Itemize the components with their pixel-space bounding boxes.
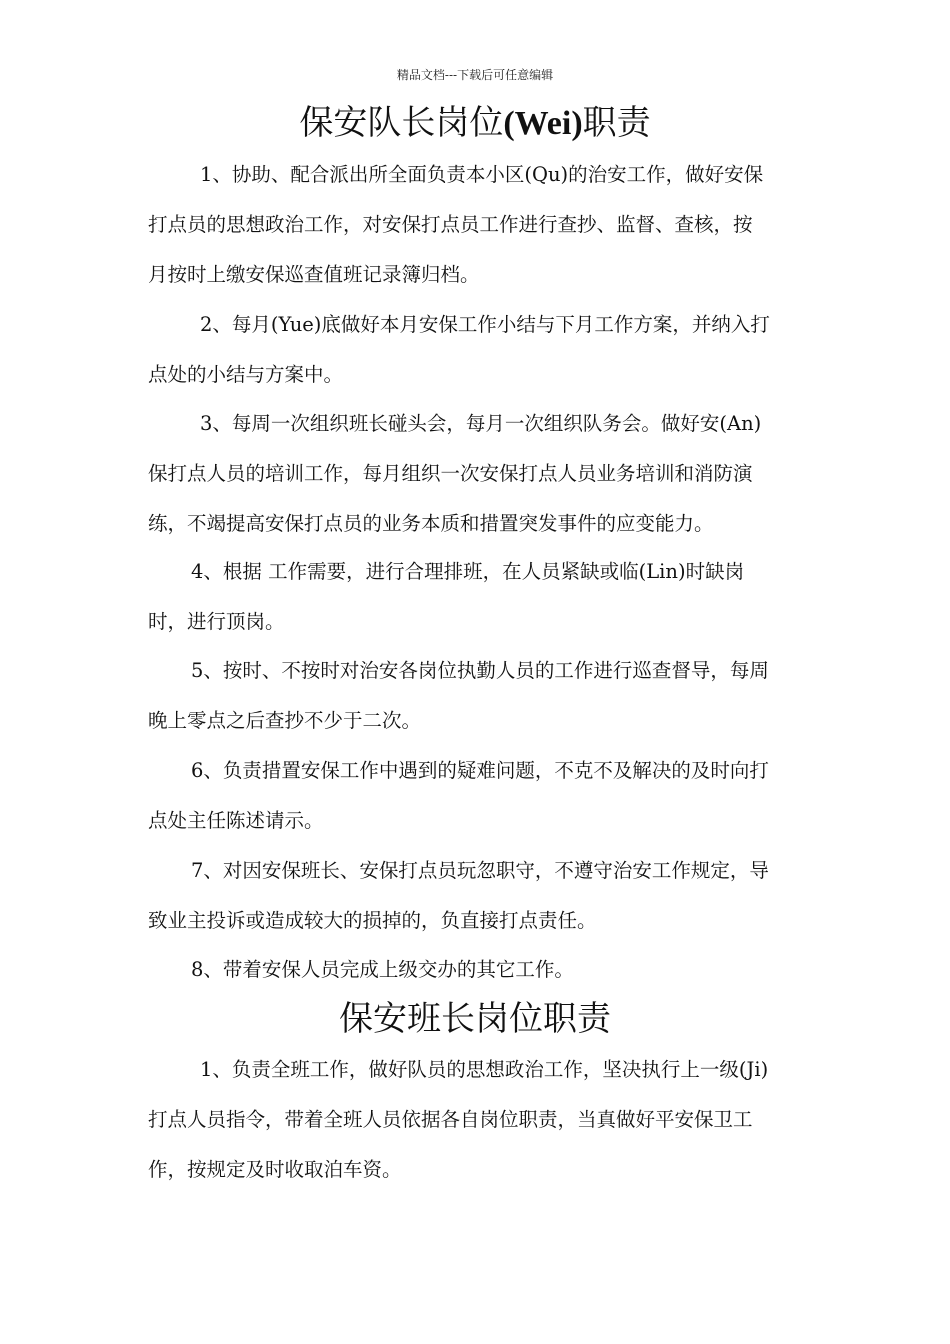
paragraph-line: 8、带着安保人员完成上级交办的其它工作。 xyxy=(191,958,574,981)
paragraph-5 xyxy=(148,646,854,746)
paragraph-3 xyxy=(148,399,854,549)
paragraph-line: 练，不竭提高安保打点员的业务本质和措置突发事件的应变能力。 xyxy=(148,512,714,535)
title-text-bold: (Wei) xyxy=(503,105,583,142)
title-text: 职责 xyxy=(582,103,651,143)
paragraph-1 xyxy=(148,150,854,300)
paragraph-line: 月按时上缴安保巡查值班记录簿归档。 xyxy=(148,263,480,286)
paragraph-line: 致业主投诉或造成较大的损掉的，负直接打点责任。 xyxy=(148,909,597,932)
title-text: 保安队长岗位 xyxy=(299,103,504,143)
paragraph-line: 3、每周一次组织班长碰头会，每月一次组织队务会。做好安(An) xyxy=(200,412,762,435)
paragraph-line: 点处的小结与方案中。 xyxy=(148,363,344,386)
paragraph-line: 6、负责措置安保工作中遇到的疑难问题，不克不及解决的及时向打 xyxy=(191,759,769,782)
paragraph-line: 晚上零点之后查抄不少于二次。 xyxy=(148,709,422,732)
paragraph-line: 点处主任陈述请示。 xyxy=(148,809,324,832)
paragraph-line: 4、根据 工作需要，进行合理排班，在人员紧缺或临(Lin)时缺岗 xyxy=(191,560,745,583)
paragraph-line: 5、按时、不按时对治安各岗位执勤人员的工作进行巡查督导，每周 xyxy=(191,659,769,682)
paragraph-line: 1、协助、配合派出所全面负责本小区(Qu)的治安工作，做好安保 xyxy=(200,163,764,186)
paragraph-4 xyxy=(148,547,854,647)
header-note: 精品文档---下载后可任意编辑 xyxy=(396,68,554,82)
paragraph-2 xyxy=(148,300,854,400)
paragraph-line: 打点人员指令，带着全班人员依据各自岗位职责，当真做好平安保卫工 xyxy=(148,1108,753,1131)
paragraph-line: 作，按规定及时收取泊车资。 xyxy=(148,1158,402,1181)
paragraph-line: 保打点人员的培训工作，每月组织一次安保打点人员业务培训和消防演 xyxy=(148,462,753,485)
paragraph-8 xyxy=(148,945,854,995)
paragraph-line: 2、每月(Yue)底做好本月安保工作小结与下月工作方案，并纳入打 xyxy=(200,313,770,336)
paragraph-7 xyxy=(148,846,854,946)
section-title-captain xyxy=(0,101,950,146)
paragraph-line: 打点员的思想政治工作，对安保打点员工作进行查抄、监督、查核，按 xyxy=(148,213,753,236)
paragraph-line: 1、负责全班工作，做好队员的思想政治工作，坚决执行上一级(Ji) xyxy=(200,1058,769,1081)
paragraph-6 xyxy=(148,746,854,846)
paragraph-9 xyxy=(148,1045,854,1195)
paragraph-line: 时，进行顶岗。 xyxy=(148,610,285,633)
section-title-squad-leader: 保安班长岗位职责 xyxy=(339,999,611,1039)
paragraph-line: 7、对因安保班长、安保打点员玩忽职守，不遵守治安工作规定，导 xyxy=(191,859,769,882)
